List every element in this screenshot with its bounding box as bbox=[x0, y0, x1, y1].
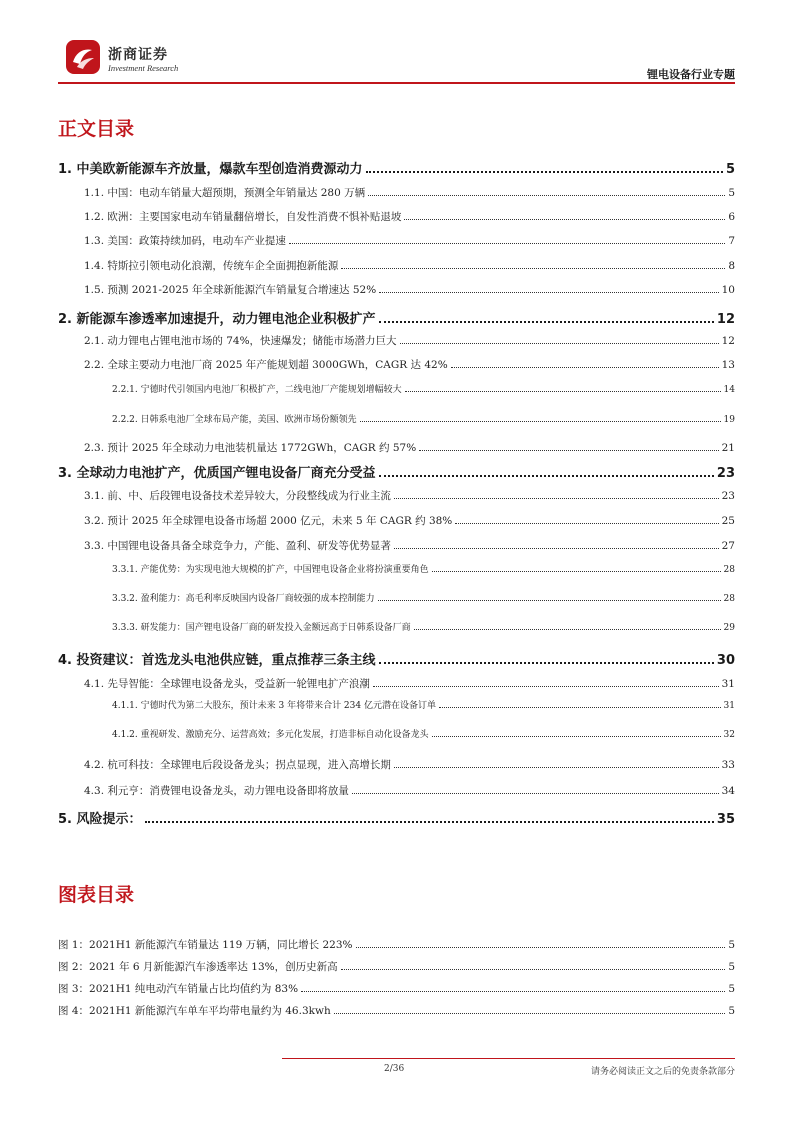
toc-entry[interactable] bbox=[112, 698, 735, 711]
toc-entry[interactable] bbox=[84, 233, 735, 248]
toc-title: 正文目录 bbox=[58, 118, 135, 140]
toc-entry[interactable] bbox=[84, 757, 735, 772]
entry-page-number: 25 bbox=[721, 515, 735, 527]
dot-leader bbox=[334, 1012, 726, 1014]
dot-leader bbox=[341, 267, 725, 269]
header-divider bbox=[58, 82, 735, 84]
entry-page-number: 21 bbox=[721, 442, 735, 454]
entry-page-number: 28 bbox=[723, 565, 735, 575]
toc-entry[interactable] bbox=[58, 462, 735, 481]
toc-entry[interactable] bbox=[84, 783, 735, 798]
disclaimer-note: 请务必阅读正文之后的免责条款部分 bbox=[590, 1067, 735, 1077]
entry-page-number: 28 bbox=[723, 594, 735, 604]
logo-english-name: Investment Research bbox=[108, 63, 179, 73]
entry-page-number: 33 bbox=[721, 759, 735, 771]
toc-entry[interactable] bbox=[112, 412, 735, 425]
dot-leader bbox=[145, 820, 714, 823]
entry-label: 1.3. 美国：政策持续加码，电动车产业提速 bbox=[84, 235, 286, 247]
entry-label: 4.1.1. 宁德时代为第二大股东，预计未来 3 年将带来合计 234 亿元潜在设备订单 bbox=[112, 701, 436, 711]
dot-leader bbox=[419, 449, 718, 451]
entry-page-number: 35 bbox=[716, 812, 735, 827]
entry-page-number: 10 bbox=[721, 284, 735, 296]
entry-label: 2.2. 全球主要动力电池厂商 2025 年产能规划超 3000GWh，CAGR 达 42% bbox=[84, 359, 448, 371]
entry-label: 4.3. 利元亨：消费锂电设备龙头，动力锂电设备即将放量 bbox=[84, 785, 349, 797]
entry-label: 图 2：2021 年 6 月新能源汽车渗透率达 13%，创历史新高 bbox=[58, 961, 338, 973]
figure-entry[interactable] bbox=[58, 937, 735, 952]
entry-page-number: 31 bbox=[723, 701, 735, 711]
toc-entry[interactable] bbox=[58, 158, 735, 177]
entry-page-number: 31 bbox=[721, 678, 735, 690]
entry-label: 3.3.1. 产能优势：为实现电池大规模的扩产，中国锂电设备企业将扮演重要角色 bbox=[112, 565, 429, 575]
toc-entry[interactable] bbox=[58, 308, 735, 327]
entry-page-number: 14 bbox=[723, 385, 735, 395]
figure-entry[interactable] bbox=[58, 959, 735, 974]
entry-label: 4.1.2. 重视研发、激励充分、运营高效；多元化发展，打造非标自动化设备龙头 bbox=[112, 730, 429, 740]
entry-page-number: 34 bbox=[721, 785, 735, 797]
entry-label: 4.1. 先导智能：全球锂电设备龙头，受益新一轮锂电扩产浪潮 bbox=[84, 678, 370, 690]
dot-leader bbox=[400, 342, 719, 344]
entry-label: 3.3.3. 研发能力：国产锂电设备厂商的研发投入金额远高于日韩系设备厂商 bbox=[112, 623, 411, 633]
toc-entry[interactable] bbox=[112, 591, 735, 604]
entry-page-number: 5 bbox=[728, 939, 735, 951]
logo-chinese-name: 浙商证券 bbox=[108, 47, 168, 63]
dot-leader bbox=[379, 320, 714, 323]
toc-entry[interactable] bbox=[84, 185, 735, 200]
dot-leader bbox=[432, 570, 721, 572]
dot-leader bbox=[379, 291, 718, 293]
dot-leader bbox=[379, 661, 714, 664]
entry-label: 4.2. 杭可科技：全球锂电后段设备龙头；拐点显现，进入高增长期 bbox=[84, 759, 391, 771]
dot-leader bbox=[432, 735, 721, 737]
toc-entry[interactable] bbox=[84, 209, 735, 224]
toc-entry[interactable] bbox=[84, 282, 735, 297]
entry-page-number: 12 bbox=[716, 312, 735, 327]
entry-page-number: 12 bbox=[721, 335, 735, 347]
dot-leader bbox=[341, 968, 726, 970]
entry-label: 1.2. 欧洲：主要国家电动车销量翻倍增长，自发性消费不惧补贴退坡 bbox=[84, 211, 402, 223]
dot-leader bbox=[455, 522, 718, 524]
entry-page-number: 5 bbox=[725, 162, 735, 177]
entry-page-number: 5 bbox=[728, 1005, 735, 1017]
entry-page-number: 29 bbox=[723, 623, 735, 633]
dot-leader bbox=[356, 946, 726, 948]
page-header bbox=[0, 0, 793, 90]
entry-label: 2.2.2. 日韩系电池厂全球布局产能，美国、欧洲市场份额领先 bbox=[112, 415, 357, 425]
entry-page-number: 19 bbox=[723, 415, 735, 425]
toc-entry[interactable] bbox=[112, 727, 735, 740]
logo-icon bbox=[64, 38, 102, 76]
toc-entry[interactable] bbox=[84, 538, 735, 553]
toc-entry[interactable] bbox=[84, 676, 735, 691]
dot-leader bbox=[373, 685, 719, 687]
entry-label: 2.3. 预计 2025 年全球动力电池装机量达 1772GWh，CAGR 约 57% bbox=[84, 442, 417, 454]
entry-label: 1.5. 预测 2021-2025 年全球新能源汽车销量复合增速达 52% bbox=[84, 284, 377, 296]
dot-leader bbox=[394, 547, 719, 549]
dot-leader bbox=[368, 194, 725, 196]
toc-entry[interactable] bbox=[112, 382, 735, 395]
entry-label: 3.1. 前、中、后段锂电设备技术差异较大，分段整线成为行业主流 bbox=[84, 490, 391, 502]
entry-label: 3.3.2. 盈利能力：高毛利率反映国内设备厂商较强的成本控制能力 bbox=[112, 594, 375, 604]
dot-leader bbox=[394, 766, 719, 768]
entry-label: 5. 风险提示： bbox=[58, 812, 142, 827]
toc-entry[interactable] bbox=[84, 258, 735, 273]
entry-page-number: 6 bbox=[728, 211, 735, 223]
entry-label: 2. 新能源车渗透率加速提升，动力锂电池企业积极扩产 bbox=[58, 312, 376, 327]
report-type: 锂电设备行业专题 bbox=[647, 68, 735, 81]
dot-leader bbox=[352, 792, 719, 794]
entry-page-number: 8 bbox=[728, 260, 735, 272]
entry-label: 2.1. 动力锂电占锂电池市场的 74%，快速爆发；储能市场潜力巨大 bbox=[84, 335, 397, 347]
dot-leader bbox=[405, 390, 721, 392]
entry-label: 2.2.1. 宁德时代引领国内电池厂积极扩产，二线电池厂产能规划增幅较大 bbox=[112, 385, 402, 395]
entry-label: 1. 中美欧新能源车齐放量，爆款车型创造消费源动力 bbox=[58, 162, 363, 177]
entry-page-number: 27 bbox=[721, 540, 735, 552]
entry-label: 3. 全球动力电池扩产，优质国产锂电设备厂商充分受益 bbox=[58, 466, 376, 481]
entry-label: 图 1：2021H1 新能源汽车销量达 119 万辆，同比增长 223% bbox=[58, 939, 353, 951]
dot-leader bbox=[379, 474, 714, 477]
toc-entry[interactable] bbox=[58, 649, 735, 668]
entry-page-number: 30 bbox=[716, 653, 735, 668]
footer-divider bbox=[282, 1058, 735, 1059]
toc-entry[interactable] bbox=[84, 513, 735, 528]
entry-label: 1.4. 特斯拉引领电动化浪潮，传统车企全面拥抱新能源 bbox=[84, 260, 339, 272]
toc-entry[interactable] bbox=[112, 562, 735, 575]
entry-page-number: 23 bbox=[716, 466, 735, 481]
toc-entry[interactable] bbox=[58, 808, 735, 827]
toc-entry[interactable] bbox=[84, 488, 735, 503]
dot-leader bbox=[378, 599, 721, 601]
entry-label: 图 4：2021H1 新能源汽车单车平均带电量约为 46.3kwh bbox=[58, 1005, 331, 1017]
dot-leader bbox=[366, 170, 723, 173]
entry-page-number: 5 bbox=[728, 983, 735, 995]
toc-entry[interactable] bbox=[84, 440, 735, 455]
entry-label: 4. 投资建议：首选龙头电池供应链，重点推荐三条主线 bbox=[58, 653, 376, 668]
entry-label: 3.2. 预计 2025 年全球锂电设备市场超 2000 亿元，未来 5 年 CAGR 约 38% bbox=[84, 515, 453, 527]
entry-page-number: 23 bbox=[721, 490, 735, 502]
entry-label: 1.1. 中国：电动车销量大超预期，预测全年销量达 280 万辆 bbox=[84, 187, 366, 199]
toc-entry[interactable] bbox=[112, 620, 735, 633]
dot-leader bbox=[451, 366, 719, 368]
figures-title: 图表目录 bbox=[58, 884, 135, 906]
entry-page-number: 5 bbox=[728, 187, 735, 199]
entry-label: 3.3. 中国锂电设备具备全球竞争力，产能、盈利、研发等优势显著 bbox=[84, 540, 391, 552]
entry-page-number: 32 bbox=[723, 730, 735, 740]
dot-leader bbox=[360, 420, 721, 422]
dot-leader bbox=[439, 706, 721, 708]
dot-leader bbox=[404, 218, 725, 220]
toc-entry[interactable] bbox=[84, 357, 735, 372]
dot-leader bbox=[301, 990, 725, 992]
page-number: 2/36 bbox=[384, 1064, 405, 1074]
entry-page-number: 13 bbox=[721, 359, 735, 371]
dot-leader bbox=[414, 628, 721, 630]
dot-leader bbox=[289, 242, 725, 244]
figure-entry[interactable] bbox=[58, 981, 735, 996]
entry-page-number: 5 bbox=[728, 961, 735, 973]
toc-entry[interactable] bbox=[84, 333, 735, 348]
entry-page-number: 7 bbox=[728, 235, 735, 247]
figure-entry[interactable] bbox=[58, 1003, 735, 1018]
dot-leader bbox=[394, 497, 719, 499]
entry-label: 图 3：2021H1 纯电动汽车销量占比均值约为 83% bbox=[58, 983, 299, 995]
